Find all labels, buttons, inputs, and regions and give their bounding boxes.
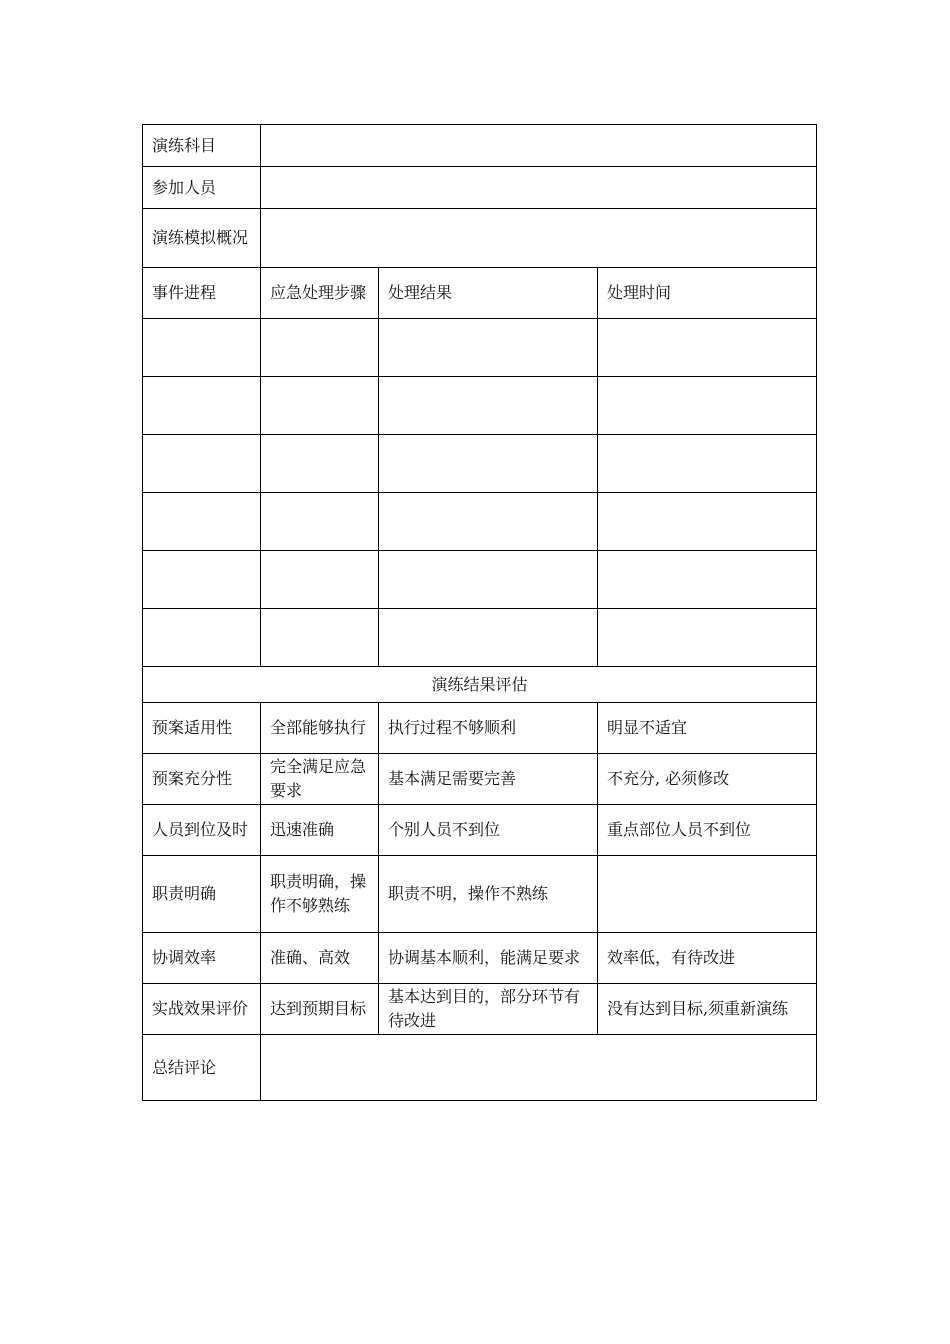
- evaluation-row: [143, 805, 817, 856]
- evaluation-option[interactable]: [598, 856, 817, 933]
- evaluation-option[interactable]: 明显不适宜: [598, 703, 817, 754]
- subject-value[interactable]: [261, 125, 817, 167]
- evaluation-option[interactable]: 个别人员不到位: [379, 805, 598, 856]
- drill-record-table: [142, 124, 817, 1101]
- evaluation-option[interactable]: 重点部位人员不到位: [598, 805, 817, 856]
- evaluation-criterion: 协调效率: [143, 933, 261, 984]
- evaluation-option[interactable]: 没有达到目标,须重新演练: [598, 984, 817, 1035]
- table-row: [143, 435, 817, 493]
- evaluation-row: [143, 933, 817, 984]
- column-header: 处理结果: [379, 268, 598, 319]
- evaluation-criterion: 实战效果评价: [143, 984, 261, 1035]
- evaluation-section-title: 演练结果评估: [143, 667, 817, 703]
- table-cell[interactable]: [143, 551, 261, 609]
- subject-label: 演练科目: [143, 125, 261, 167]
- table-cell[interactable]: [379, 435, 598, 493]
- table-cell[interactable]: [379, 609, 598, 667]
- table-cell[interactable]: [143, 377, 261, 435]
- participants-label: 参加人员: [143, 167, 261, 209]
- table-row: [143, 551, 817, 609]
- table-cell[interactable]: [598, 435, 817, 493]
- table-row: [143, 609, 817, 667]
- evaluation-option[interactable]: 职责明确，操作不够熟练: [261, 856, 379, 933]
- evaluation-option[interactable]: 不充分, 必须修改: [598, 754, 817, 805]
- evaluation-criterion: 职责明确: [143, 856, 261, 933]
- evaluation-option[interactable]: 达到预期目标: [261, 984, 379, 1035]
- table-row: [143, 319, 817, 377]
- column-header: 事件进程: [143, 268, 261, 319]
- column-header: 处理时间: [598, 268, 817, 319]
- evaluation-option[interactable]: 基本达到目的，部分环节有待改进: [379, 984, 598, 1035]
- subject-row: [143, 125, 817, 167]
- evaluation-option[interactable]: 基本满足需要完善: [379, 754, 598, 805]
- table-cell[interactable]: [598, 493, 817, 551]
- summary-value[interactable]: [261, 1035, 817, 1101]
- table-cell[interactable]: [598, 609, 817, 667]
- column-header: 应急处理步骤: [261, 268, 379, 319]
- evaluation-option[interactable]: 执行过程不够顺利: [379, 703, 598, 754]
- evaluation-criterion: 人员到位及时: [143, 805, 261, 856]
- evaluation-option[interactable]: 职责不明，操作不熟练: [379, 856, 598, 933]
- evaluation-option[interactable]: 协调基本顺利，能满足要求: [379, 933, 598, 984]
- table-cell[interactable]: [379, 377, 598, 435]
- table-cell[interactable]: [261, 551, 379, 609]
- participants-value[interactable]: [261, 167, 817, 209]
- evaluation-title-row: [143, 667, 817, 703]
- table-cell[interactable]: [143, 435, 261, 493]
- evaluation-option[interactable]: 完全满足应急要求: [261, 754, 379, 805]
- evaluation-row: [143, 856, 817, 933]
- table-cell[interactable]: [379, 493, 598, 551]
- table-cell[interactable]: [598, 319, 817, 377]
- table-cell[interactable]: [379, 319, 598, 377]
- table-cell[interactable]: [598, 551, 817, 609]
- table-cell[interactable]: [261, 435, 379, 493]
- table-cell[interactable]: [261, 319, 379, 377]
- evaluation-criterion: 预案适用性: [143, 703, 261, 754]
- evaluation-row: [143, 754, 817, 805]
- evaluation-option[interactable]: 效率低，有待改进: [598, 933, 817, 984]
- evaluation-row: [143, 984, 817, 1035]
- table-cell[interactable]: [598, 377, 817, 435]
- evaluation-criterion: 预案充分性: [143, 754, 261, 805]
- process-header-row: [143, 268, 817, 319]
- table-cell[interactable]: [143, 609, 261, 667]
- evaluation-option[interactable]: 全部能够执行: [261, 703, 379, 754]
- table-cell[interactable]: [261, 377, 379, 435]
- table-cell[interactable]: [379, 551, 598, 609]
- table-row: [143, 377, 817, 435]
- summary-row: [143, 1035, 817, 1101]
- scenario-label: 演练模拟概况: [143, 209, 261, 268]
- evaluation-option[interactable]: 迅速准确: [261, 805, 379, 856]
- table-row: [143, 493, 817, 551]
- table-cell[interactable]: [261, 609, 379, 667]
- scenario-row: [143, 209, 817, 268]
- evaluation-row: [143, 703, 817, 754]
- table-cell[interactable]: [143, 319, 261, 377]
- scenario-value[interactable]: [261, 209, 817, 268]
- participants-row: [143, 167, 817, 209]
- table-cell[interactable]: [143, 493, 261, 551]
- evaluation-option[interactable]: 准确、高效: [261, 933, 379, 984]
- summary-label: 总结评论: [143, 1035, 261, 1101]
- table-cell[interactable]: [261, 493, 379, 551]
